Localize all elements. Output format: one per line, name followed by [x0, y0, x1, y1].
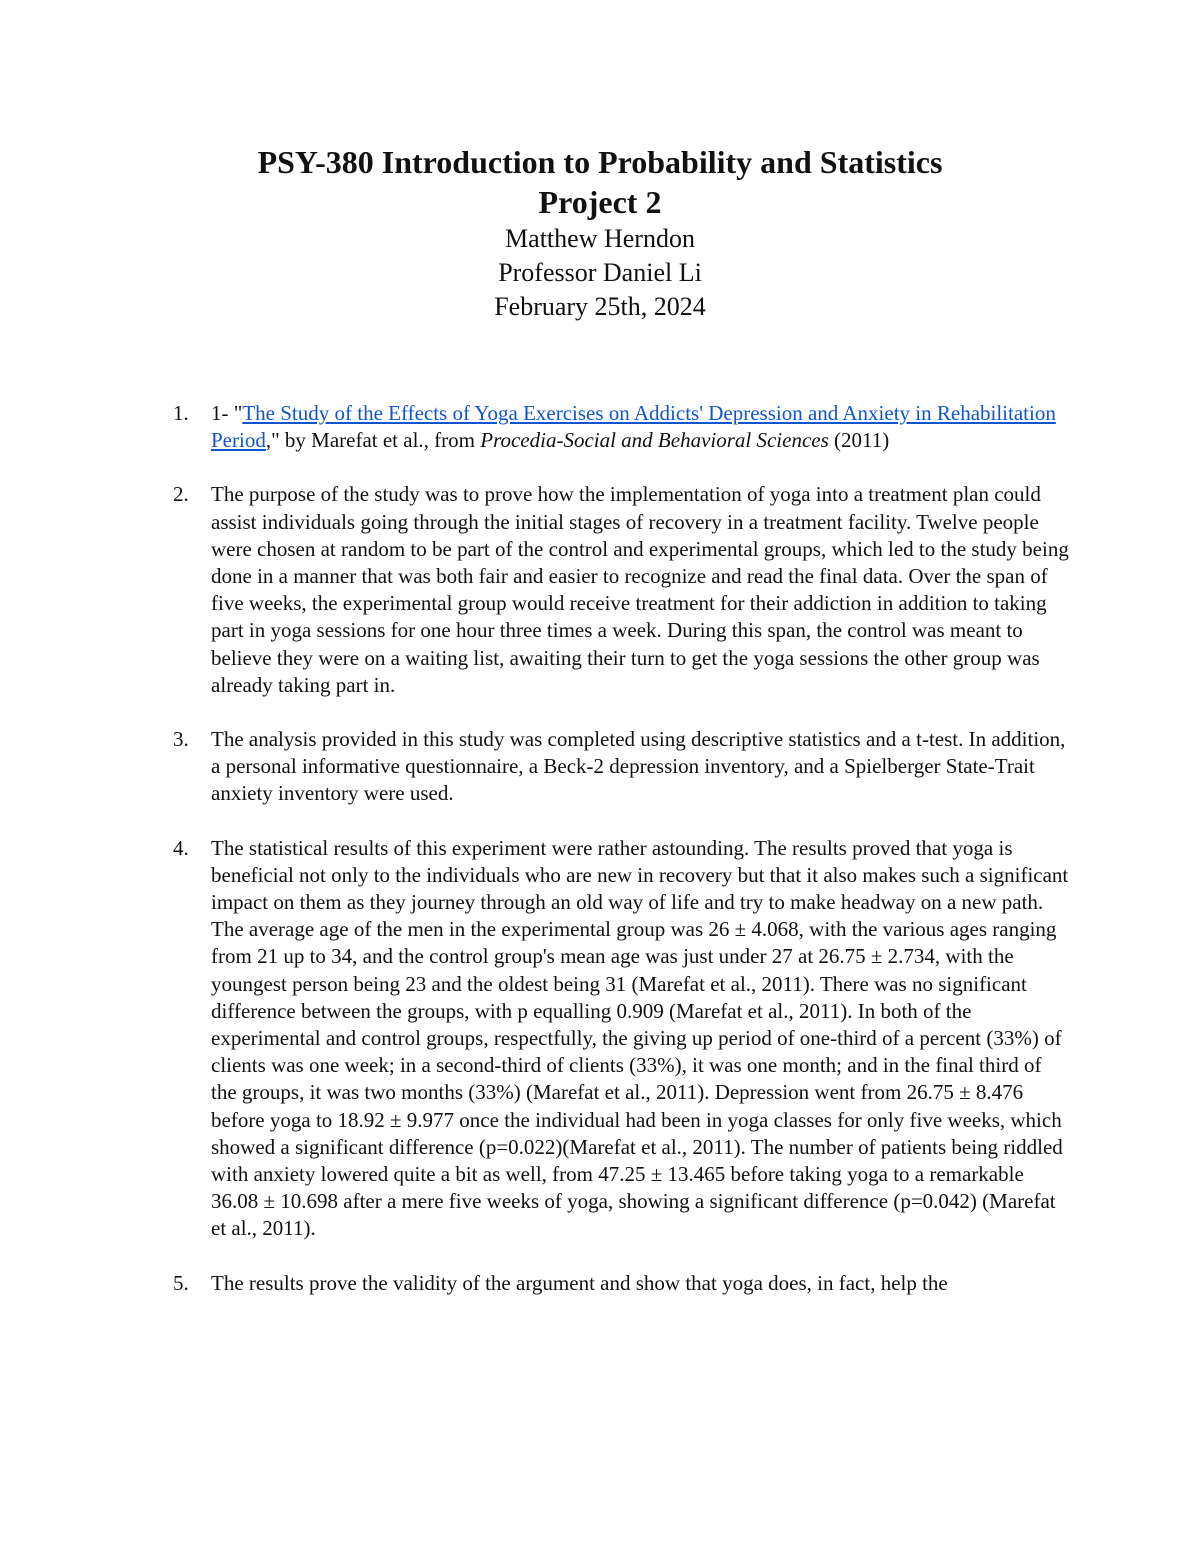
citation-suffix: (2011) [828, 428, 890, 453]
citation-middle: ," by Marefat et al., from [265, 428, 481, 453]
document-header [0, 142, 1200, 324]
list-number: 1. [173, 401, 189, 425]
study-title-link[interactable]: The Study of the Effects of Yoga Exercises on Addicts' Depression and Anxiety in Rehabilitation Period [211, 401, 1056, 453]
numbered-list [0, 400, 1200, 1324]
paragraph-text: The purpose of the study was to prove how the implementation of yoga into a treatment plan could assist individuals going through the initial stages of recovery in a treatment facility. Twelve people were chosen at random to be part of the control and experimental groups, which led to the study being done in a manner that was both fair and easier to recognize and read the final data. Over the span of five weeks, the experimental group would receive treatment for their addiction in addition to taking part in yoga sessions for one hour three times a week. During this span, the control was meant to believe they were on a waiting list, awaiting their turn to get the yoga sessions the other group was already taking part in. [211, 482, 1069, 697]
paragraph-text: The statistical results of this experiment were rather astounding. The results proved that yoga is beneficial not only to the individuals who are new in recovery but that it also makes such a significant impact on them as they journey through an old way of life and try to make headway on a new path. The average age of the men in the experimental group was 26 ± 4.068, with the various ages ranging from 21 up to 34, and the control group's mean age was just under 27 at 26.75 ± 2.734, with the youngest person being 23 and the oldest being 31 (Marefat et al., 2011). There was no significant difference between the groups, with p equalling 0.909 (Marefat et al., 2011). In both of the experimental and control groups, respectfully, the giving up period of one-third of a percent (33%) of clients was one week; in a second-third of clients (33%), it was one month; and in the final third of the groups, it was two months (33%) (Marefat et al., 2011). Depression went from 26.75 ± 8.476 before yoga to 18.92 ± 9.977 once the individual had been in yoga classes for only five weeks, which showed a significant difference (p=0.022)(Marefat et al., 2011). The number of patients being riddled with anxiety lowered quite a bit as well, from 47.25 ± 13.465 before taking yoga to a remarkable 36.08 ± 10.698 after a mere five weeks of yoga, showing a significant difference (p=0.042) (Marefat et al., 2011). [211, 835, 1069, 1241]
list-number: 5. [173, 1270, 189, 1295]
paragraph-text: The analysis provided in this study was completed using descriptive statistics and a t-test. In addition, a personal informative questionnaire, a Beck-2 depression inventory, and a Spielberger State-Trait anxiety inventory were used. [211, 727, 1066, 806]
list-item-3 [0, 726, 1200, 808]
paragraph-text: The results prove the validity of the argument and show that yoga does, in fact, help the [211, 1270, 948, 1295]
list-item-1 [0, 400, 1200, 454]
document-date: February 25th, 2024 [494, 292, 706, 321]
citation-text [211, 400, 1071, 454]
list-item-2 [0, 481, 1200, 699]
list-item-4 [0, 835, 1200, 1243]
author-name: Matthew Herndon [505, 224, 695, 253]
professor-name: Professor Daniel Li [498, 258, 702, 287]
list-number: 2. [173, 482, 189, 507]
list-item-5 [0, 1270, 1200, 1297]
project-subtitle: Project 2 [538, 184, 662, 220]
page-title: PSY-380 Introduction to Probability and Statistics [257, 144, 943, 180]
list-number: 4. [173, 835, 189, 860]
citation-prefix: 1- " [211, 401, 243, 425]
list-number: 3. [173, 727, 189, 752]
journal-name: Procedia-Social and Behavioral Sciences [480, 428, 829, 453]
